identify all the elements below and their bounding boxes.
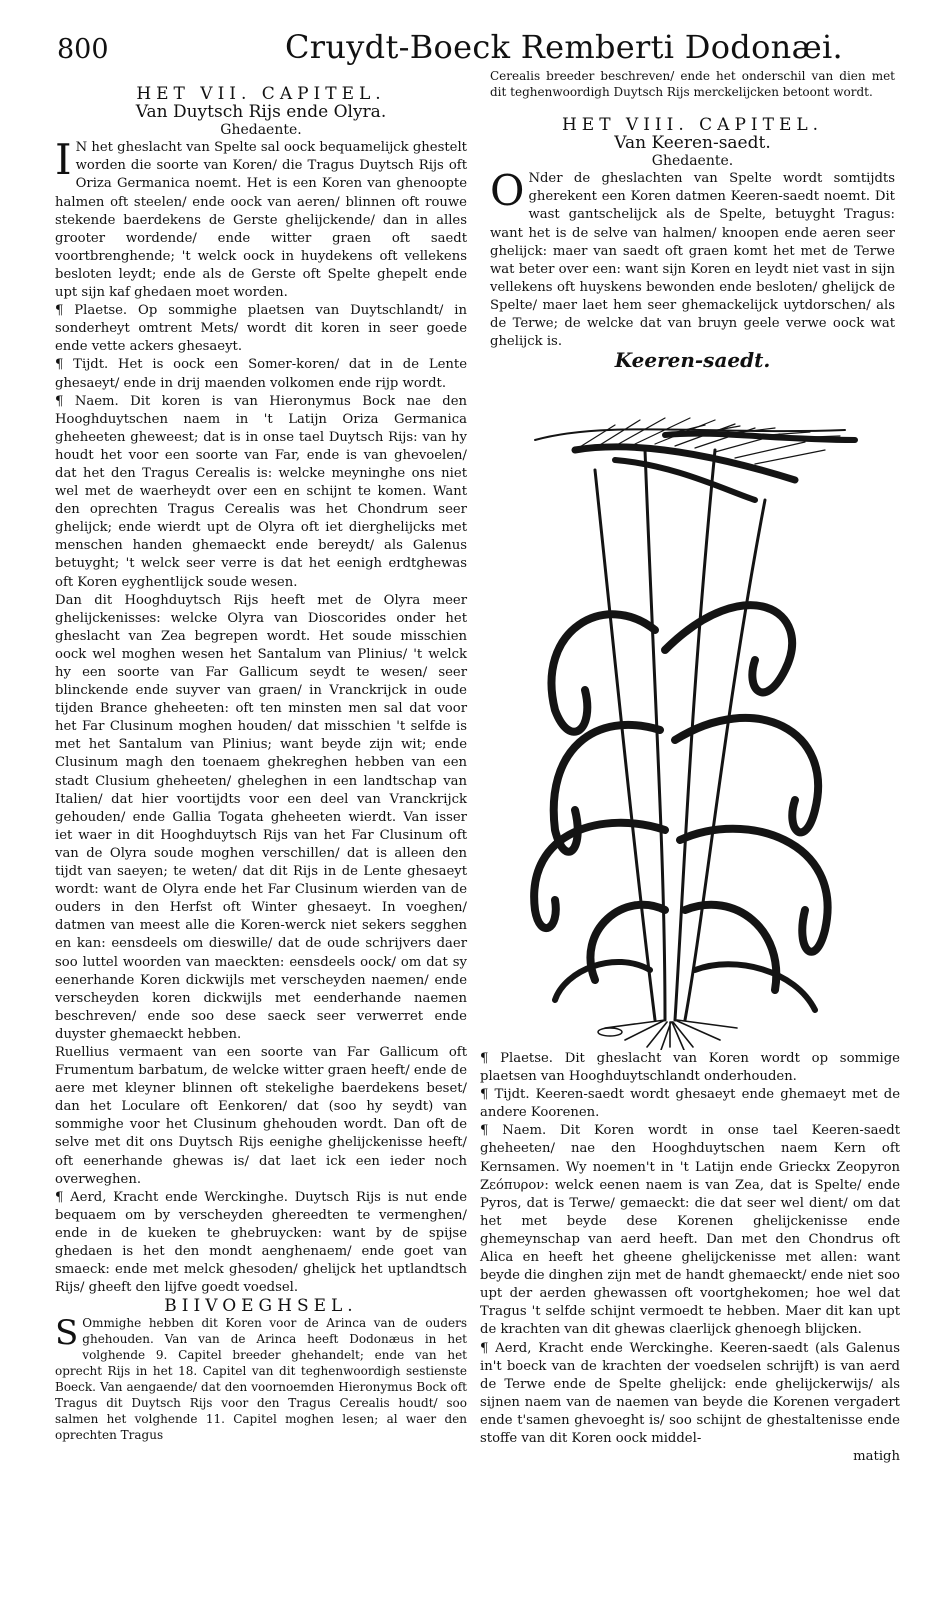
catchword: matigh [853,1449,900,1465]
paragraph-form-right [490,166,895,351]
paragraph-form [55,135,467,302]
paragraph-name-continued: Dan dit Hooghduytsch Rijs heeft met de Olyra meer ghelijckenisses: welcke Olyra van Dioscorides onder het gheslacht van Zea begrepen wordt. Het soude misschien oock wel moghen wesen het Santalum van Plinius/ 't welck hy een soorte van Far Gallicum seydt te wesen/ seer blinckende ende suyver van graen/ in Vranckrijck in oude tijden Brance gheheeten: oft ten minsten men sal dat voor het Far Clusinum moghen houden/ dat misschien 't selfde is met het Santalum van Plinius; want beyde zijn wit; ende Clusinum magh den toenaem ghekreghen hebben van een stadt Clusium gheheeten/ gheleghen in een landtschap van Italien/ dat hier voortijdts voor een deel van Vranckrijck gehouden/ ende Gallia Togata gheheeten wierdt. Van isser iet waer in dit Hooghduytsch Rijs van het Far Clusinum oft van de Olyra soude moghen verschillen/ dat is alleen den tijdt van saeyen; te weten/ dat dit Rijs in de Lente ghesaeyt wordt: want de Olyra ende het Far Clusinum wierden van de ouders in den Herfst oft Winter ghesaeyt. In voeghen/ datmen van meest alle die Koren-werck niet sekers segghen en kan: eensdeels om dieswille/ dat de oude schrijvers daer soo luttel woorden van maeckten: eensdeels oock/ om dat sy eenerhande Koren dickwijls met verscheyden naemen/ ende verscheyden koren dickwijls met eenderhande naemen beschreven/ ende soo dese saeck seer verwerret ende duyster ghemaeckt hebben. [55,592,467,1042]
paragraph-name: ¶ Naem. Dit koren is van Hieronymus Bock nae den Hooghduytschen naem in 't Latijn Oriza Germanica gheheeten gheweest; dat is in onse tael Duytsch Rijs: van hy houdt het voor een soorte van Far, ende is van ghevoelen/ dat het den Tragus Cerealis is: welcke meyninghe ons niet wel met de waerheydt over een en schijnt te komen. Want den oprechten Tragus Cerealis was het Chondrum seer ghelijck; ende wierdt upt de Olyra oft iet dierghelijcks met menschen handen ghemaeckt ende bereydt/ als Galenus betuyght; 't welck seer verre is dat het eenigh erdtghewas oft Koren eyghentlijck soude wesen. [55,393,467,590]
chapter-heading-viii: HET VIII. CAPITEL. [561,115,824,135]
paragraph-appendix-text: Ommighe hebben dit Koren voor de Arinca van de ouders ghehouden. Van van de Arinca heeft Dodonæus in het volghende 9. Capitel breeder ghehandelt; ende van het oprecht Rijs in het 18. Capitel van dit teghenwoordigh sestienste Boeck. Van aengaende/ dat den voornoemden Hieronymus Bock oft Tragus dit Duytsch Rijs voor den Tragus Cerealis houdt/ soo salmen het volghende 11. Capitel moghen lesen; al waer den oprechten Tragus [55,1316,467,1443]
paragraph-form-text: N het gheslacht van Spelte sal oock bequamelijck ghestelt worden die soorte van Koren/ die Tragus Duytsch Rijs oft Oriza Germanica noemt. Het is een Koren van ghenoopte halmen oft steelen/ ende oock van aeren/ blinnen oft rouwe stekende baerdekens de Gerste ghelijckende/ dan in alles grooter wordende/ ende witter graen oft saedt voortbrenghende; 't welck oock in huydekens oft vellekens besloten leydt; ende als de Gerste oft Spelte ghepelt ende upt sijn kaf ghedaen moet worden. [55,140,467,301]
dropcap-o: O [490,166,525,216]
paragraph-virtue: ¶ Aerd, Kracht ende Werckinghe. Duytsch Rijs is nut ende bequaem om by verscheyden ghereedten te vermenghen/ ende in de kueken te ghebruycken: want by de spijse ghedaen is het den mondt aenghenaem/ ende goet van smaeck: ende met melck ghesoden/ ghelijck het uptlandtsch Rijs/ gheeft den lijfve goedt voedsel. [55,1189,467,1296]
dropcap-s: S [55,1313,79,1354]
chapter-subtitle-viii: Van Keeren-saedt. [614,133,771,154]
paragraph-ruellius: Ruellius vermaent van een soorte van Far Gallicum oft Frumentum barbatum, de welcke witter graen heeft/ ende de aere met kleyner blinnen oft stekelighe baerdekens beset/ dan het Loculare oft Eenkoren/ dat (soo hy seydt) van sommighe voor het Clusinum ghehouden wordt. Dan oft de selve met dit ons Duytsch Rijs eenighe ghelijckenisse heeft/ oft eenerhande ghewas is/ dat laet ick een ieder noch overweghen. [55,1044,467,1187]
wheat-plant-woodcut-icon [515,410,875,1050]
right-column-upper [490,68,895,373]
paragraph-place: ¶ Plaetse. Op sommighe plaetsen van Duytschlandt/ in sonderheyt omtrent Mets/ wordt dit koren in seer goede ende vette ackers ghesaeyt. [55,303,467,355]
chapter-heading-vii: HET VII. CAPITEL. [136,84,386,104]
paragraph-continuation: Cerealis breeder beschreven/ ende het onderschil van dien met dit teghenwoordigh Duytsch Rijs merckelijcken betoont wordt. [490,69,895,99]
section-form-heading: Ghedaente. [220,122,302,139]
appendix-heading: BIIVOEGHSEL. [164,1296,358,1317]
paragraph-appendix [55,1315,467,1443]
section-form-heading-right: Ghedaente. [651,153,734,170]
dropcap-i: I [55,135,72,185]
wheat-plant-illustration [515,410,875,1050]
chapter-subtitle-vii: Van Duytsch Rijs ende Olyra. [135,102,387,123]
paragraph-name-right: ¶ Naem. Dit Koren wordt in onse tael Keeren-saedt gheheeten/ nae den Hooghduytschen naem Kern oft Kernsamen. Wy noemen't in 't Latijn ende Grieckx Zeopyron Ζεόπυρον: welck eenen naem is van Zea, dat is Spelte/ ende Pyros, dat is Terwe/ gemaeckt: die dat seer wel dient/ om dat het met beyde dese Korenen ghelijckenisse ende ghemeynschap van aerd heeft. Dan met den Chondrus oft Alica en heeft het gheene ghelijckenisse met allen: want beyde die dinghen zijn met de handt ghemaeckt/ ende niet soo upt der aerden ghewassen oft voortghekomen; hoe wel dat Tragus 't selfde schijnt vermoedt te hebben. Maer dit kan upt de krachten van dit ghewas claerlijck ghenoegh blijcken. [480,1123,900,1338]
right-column-lower [480,1050,900,1466]
paragraph-time: ¶ Tijdt. Het is oock een Somer-koren/ dat in de Lente ghesaeyt/ ende in drij maenden volkomen ende rijp wordt. [55,357,467,391]
left-column [55,85,467,1443]
page-number: 800 [57,34,109,65]
running-title: Cruydt-Boeck Remberti Dodonæi. [285,28,843,66]
figure-caption: Keeren-saedt. [614,348,771,373]
paragraph-time-right: ¶ Tijdt. Keeren-saedt wordt ghesaeyt ende ghemaeyt met de andere Koorenen. [480,1087,900,1121]
paragraph-virtue-right: ¶ Aerd, Kracht ende Werckinghe. Keeren-saedt (als Galenus in't boeck van de krachten der voedselen schrijft) is van aerd de Terwe ende de Spelte ghelijck: ende ghelijckerwijs/ als sijnen naem van de naemen van beyde die Korenen vergadert ende t'samen ghevoeght is/ soo schijnt de ghestaltenisse ende stoffe van dit Koren oock middel- [480,1340,900,1446]
paragraph-place-right: ¶ Plaetse. Dit gheslacht van Koren wordt op sommige plaetsen van Hooghduytschlandt onderhouden. [480,1051,900,1085]
paragraph-form-right-text: Nder de gheslachten van Spelte wordt somtijdts gherekent een Koren datmen Keeren-saedt noemt. Dit wast gantschelijck als de Spelte, betuyght Tragus: want het is de selve van halmen/ knoopen ende aeren seer ghelijck: maer van saedt oft graen komt het met de Terwe wat beter over een: want sijn Koren en leydt niet vast in sijn vellekens oft huyskens bewonden ende besloten/ ghelijck de Spelte/ maer laet hem seer ghemackelijck uytdorschen/ als de Terwe; de welcke dat van bruyn geele verwe oock wat ghelijck is. [490,171,895,350]
